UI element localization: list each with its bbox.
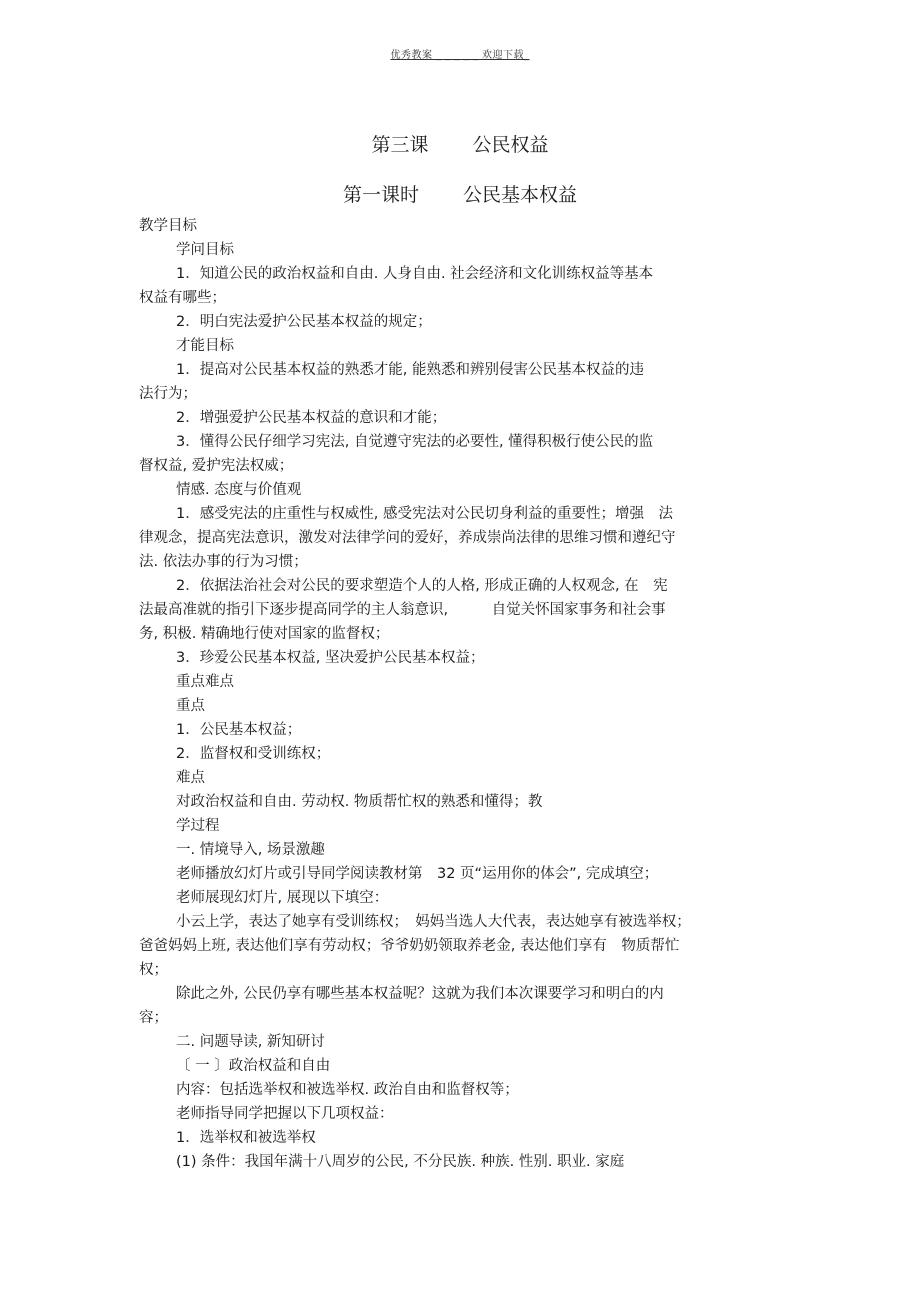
subsection-heading: 学问目标 <box>176 242 234 258</box>
section-heading: 学过程 <box>176 818 220 834</box>
paragraph-line: (1) 条件：我国年满十八周岁的公民, 不分民族. 种族. 性别. 职业. 家庭 <box>176 1154 625 1170</box>
paragraph-line: 1．公民基本权益； <box>176 722 302 738</box>
lesson-number: 第三课 <box>371 134 429 156</box>
paragraph-line: 3．珍爱公民基本权益, 坚决爱护公民基本权益； <box>176 650 485 666</box>
subsection-heading: 重点难点 <box>176 674 234 690</box>
paragraph-line: 老师指导同学把握以下几项权益： <box>176 1106 394 1122</box>
paragraph-line: 权； <box>139 962 168 978</box>
paragraph-line: 3．懂得公民仔细学习宪法, 自觉遵守宪法的必要性, 懂得积极行使公民的监 <box>176 434 654 450</box>
paragraph-line: 对政治权益和自由. 劳动权. 物质帮忙权的熟悉和懂得；教 <box>176 794 543 810</box>
paragraph-line: 2．依据法治社会对公民的要求塑造个人的人格, 形成正确的人权观念, 在 宪 <box>176 578 668 594</box>
subsection-heading: 才能目标 <box>176 338 234 354</box>
document-body <box>139 214 771 1174</box>
lesson-name: 公民权益 <box>472 134 549 156</box>
paragraph-line: 容； <box>139 1010 168 1026</box>
paragraph-line: 2．监督权和受训练权； <box>176 746 331 762</box>
paragraph-line: 督权益, 爱护宪法权威； <box>139 458 294 474</box>
section-heading: 教学目标 <box>139 218 197 234</box>
paragraph-line: 法. 依法办事的行为习惯； <box>139 554 308 570</box>
paragraph-line: 1．感受宪法的庄重性与权威性, 感受宪法对公民切身利益的重要性；增强 法 <box>176 506 673 522</box>
paragraph-line: 1．提高对公民基本权益的熟悉才能, 能熟悉和辨别侵害公民基本权益的违 <box>176 362 644 378</box>
subsection-heading: 重点 <box>176 698 205 714</box>
paragraph-line: 老师展现幻灯片, 展现以下填空： <box>176 890 389 906</box>
subsection-heading: 一. 情境导入, 场景激趣 <box>176 842 325 858</box>
paragraph-line: 律观念，提高宪法意识，激发对法律学问的爱好，养成崇尚法律的思维习惯和遵纪守 <box>139 530 676 546</box>
paragraph-line: 2．增强爱护公民基本权益的意识和才能； <box>176 410 447 426</box>
paragraph-line: 权益有哪些； <box>139 290 226 306</box>
paragraph-line: 爸爸妈妈上班, 表达他们享有劳动权；爷爷奶奶领取养老金, 表达他们享有 物质帮忙 <box>139 938 680 954</box>
paragraph-line: 法最高准就的指引下逐步提高同学的主人翁意识, 自觉关怀国家事务和社会事 <box>139 602 666 618</box>
paragraph-line: 内容：包括选举权和被选举权. 政治自由和监督权等； <box>176 1082 519 1098</box>
subsection-heading: 情感. 态度与价值观 <box>176 482 302 498</box>
period-title <box>0 180 920 207</box>
paragraph-line: 2．明白宪法爱护公民基本权益的规定； <box>176 314 432 330</box>
subsection-heading: 二. 问题导读, 新知研讨 <box>176 1034 325 1050</box>
paragraph-line: 除此之外, 公民仍享有哪些基本权益呢？这就为我们本次课要学习和明白的内 <box>176 986 664 1002</box>
paragraph-line: 1．选举权和被选举权 <box>176 1130 316 1146</box>
paragraph-line: 务, 积极. 精确地行使对国家的监督权； <box>139 626 390 642</box>
page-header <box>0 46 920 61</box>
paragraph-line: 1．知道公民的政治权益和自由. 人身自由. 社会经济和文化训练权益等基本 <box>176 266 654 282</box>
paragraph-line: 老师播放幻灯片或引导同学阅读教材第 32 页“运用你的体会”, 完成填空； <box>176 866 659 882</box>
lesson-title <box>0 130 920 157</box>
subsection-heading: 难点 <box>176 770 205 786</box>
period-number: 第一课时 <box>342 184 419 206</box>
period-name: 公民基本权益 <box>463 184 578 206</box>
paragraph-line: 小云上学，表达了她享有受训练权； 妈妈当选人大代表，表达她享有被选举权； <box>176 914 691 930</box>
header-text: 优秀教案 _ _ _ _ _ 欢迎下载_ <box>390 50 530 61</box>
subsection-heading: 〔 一 〕政治权益和自由 <box>176 1058 331 1074</box>
paragraph-line: 法行为； <box>139 386 197 402</box>
